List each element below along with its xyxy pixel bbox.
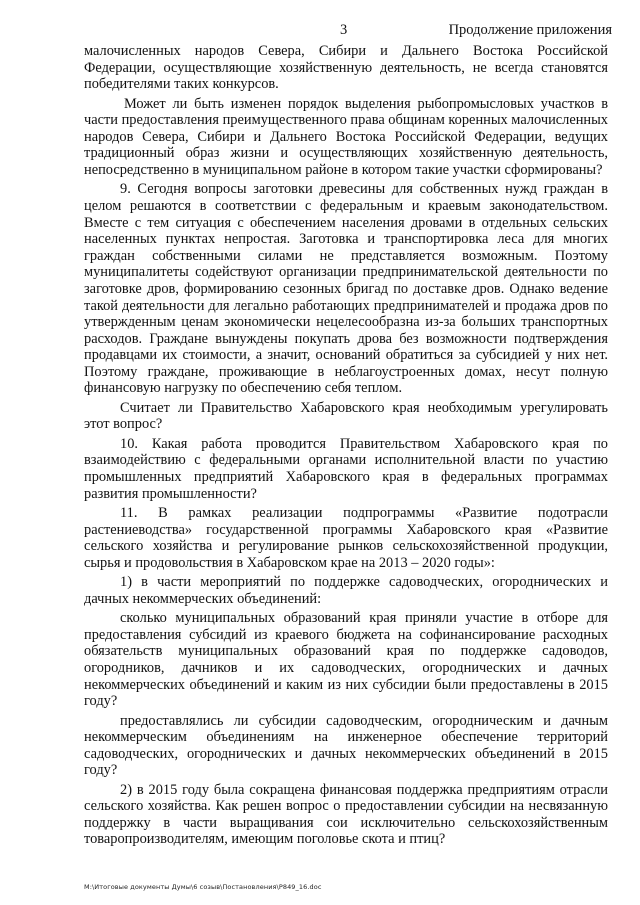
continuation-label: Продолжение приложения (448, 22, 612, 38)
page-header (0, 22, 640, 42)
paragraph-fishing-continuation: малочисленных народов Севера, Сибири и Дальнего Востока Российской Федерации, осуществляющие хозяйственную деятельность, не всегда становятся победителями таких конкурсов. (84, 43, 608, 93)
document-body (84, 43, 608, 851)
paragraph-item-11-1-question-a: сколько муниципальных образований края приняли участие в отборе для предоставления субсидий из краевого бюджета на софинансирование расходных обязательств муниципальных образований края по поддержке садоводов, огородников, дачников и их садоводческих, огороднических и дачных некоммерческих объединений и каким из них субсидии были предоставлены в 2015 году? (84, 610, 608, 710)
file-path-footer: M:\Итоговые документы Думы\6 созыв\Постановления\P849_16.doc (84, 883, 322, 891)
page-number: 3 (340, 22, 348, 38)
paragraph-item-11-1-question-b: предоставлялись ли субсидии садоводческим, огородническим и дачным некоммерческим объединениям на инженерное обеспечение территорий садоводческих, огороднических и дачных некоммерческих объединений в 2015 году? (84, 712, 608, 779)
paragraph-item-11: 11. В рамках реализации подпрограммы «Развитие подотрасли растениеводства» государственной программы Хабаровского края «Развитие сельского хозяйства и регулирование рынков сельскохозяйственной продукции, сырья и продовольствия в Хабаровском крае на 2013 – 2020 годы»: (84, 505, 608, 571)
paragraph-item-10: 10. Какая работа проводится Правительством Хабаровского края по взаимодействию с федеральными органами исполнительной власти по участию промышленных предприятий Хабаровского края в федеральных программах развития промышленности? (84, 435, 608, 502)
paragraph-fishing-question: Может ли быть изменен порядок выделения рыбопромысловых участков в части предоставления преимущественного права общинам коренных малочисленных народов Севера, Сибири и Дальнего Востока Российской Федерации, ведущих традиционный образ жизни и осуществляющих хозяйственную деятельность, непосредственно в муниципальном районе в котором такие участки сформированы? (84, 95, 608, 178)
paragraph-item-11-1: 1) в части мероприятий по поддержке садоводческих, огороднических и дачных некоммерческих объединений: (84, 574, 608, 607)
paragraph-item-9-question: Считает ли Правительство Хабаровского края необходимым урегулировать этот вопрос? (84, 399, 608, 433)
paragraph-item-9: 9. Сегодня вопросы заготовки древесины для собственных нужд граждан в целом решаются в соответствии с федеральным и краевым законодательством. Вместе с тем ситуация с обеспечением населения дровами в отдельных сельских населенных пунктах непростая. Заготовка и транспортировка леса для многих граждан собственными силами не представляется возможным. Поэтому муниципалитеты содействуют организации предпринимательской деятельности по заготовке дров, формированию сезонных бригад по доставке дров. Однако ведение такой деятельности для легально работающих предпринимателей и продажа дров по утвержденным ценам экономически нецелесообразна из-за больших транспортных расходов. Граждане вынуждены покупать дрова без возможности подтверждения продавцами их стоимости, а значит, оснований обратиться за субсидией у них нет. Поэтому граждане, проживающие в неблагоустроенных домах, несут полную финансовую нагрузку по обеспечению себя теплом. (84, 181, 608, 397)
paragraph-item-11-2: 2) в 2015 году была сокращена финансовая поддержка предприятиям отрасли сельского хозяйства. Как решен вопрос о предоставлении субсидии на несвязанную поддержку в части выращивания сои исключительно сельскохозяйственным товаропроизводителям, имеющим поголовье скота и птиц? (84, 781, 608, 848)
